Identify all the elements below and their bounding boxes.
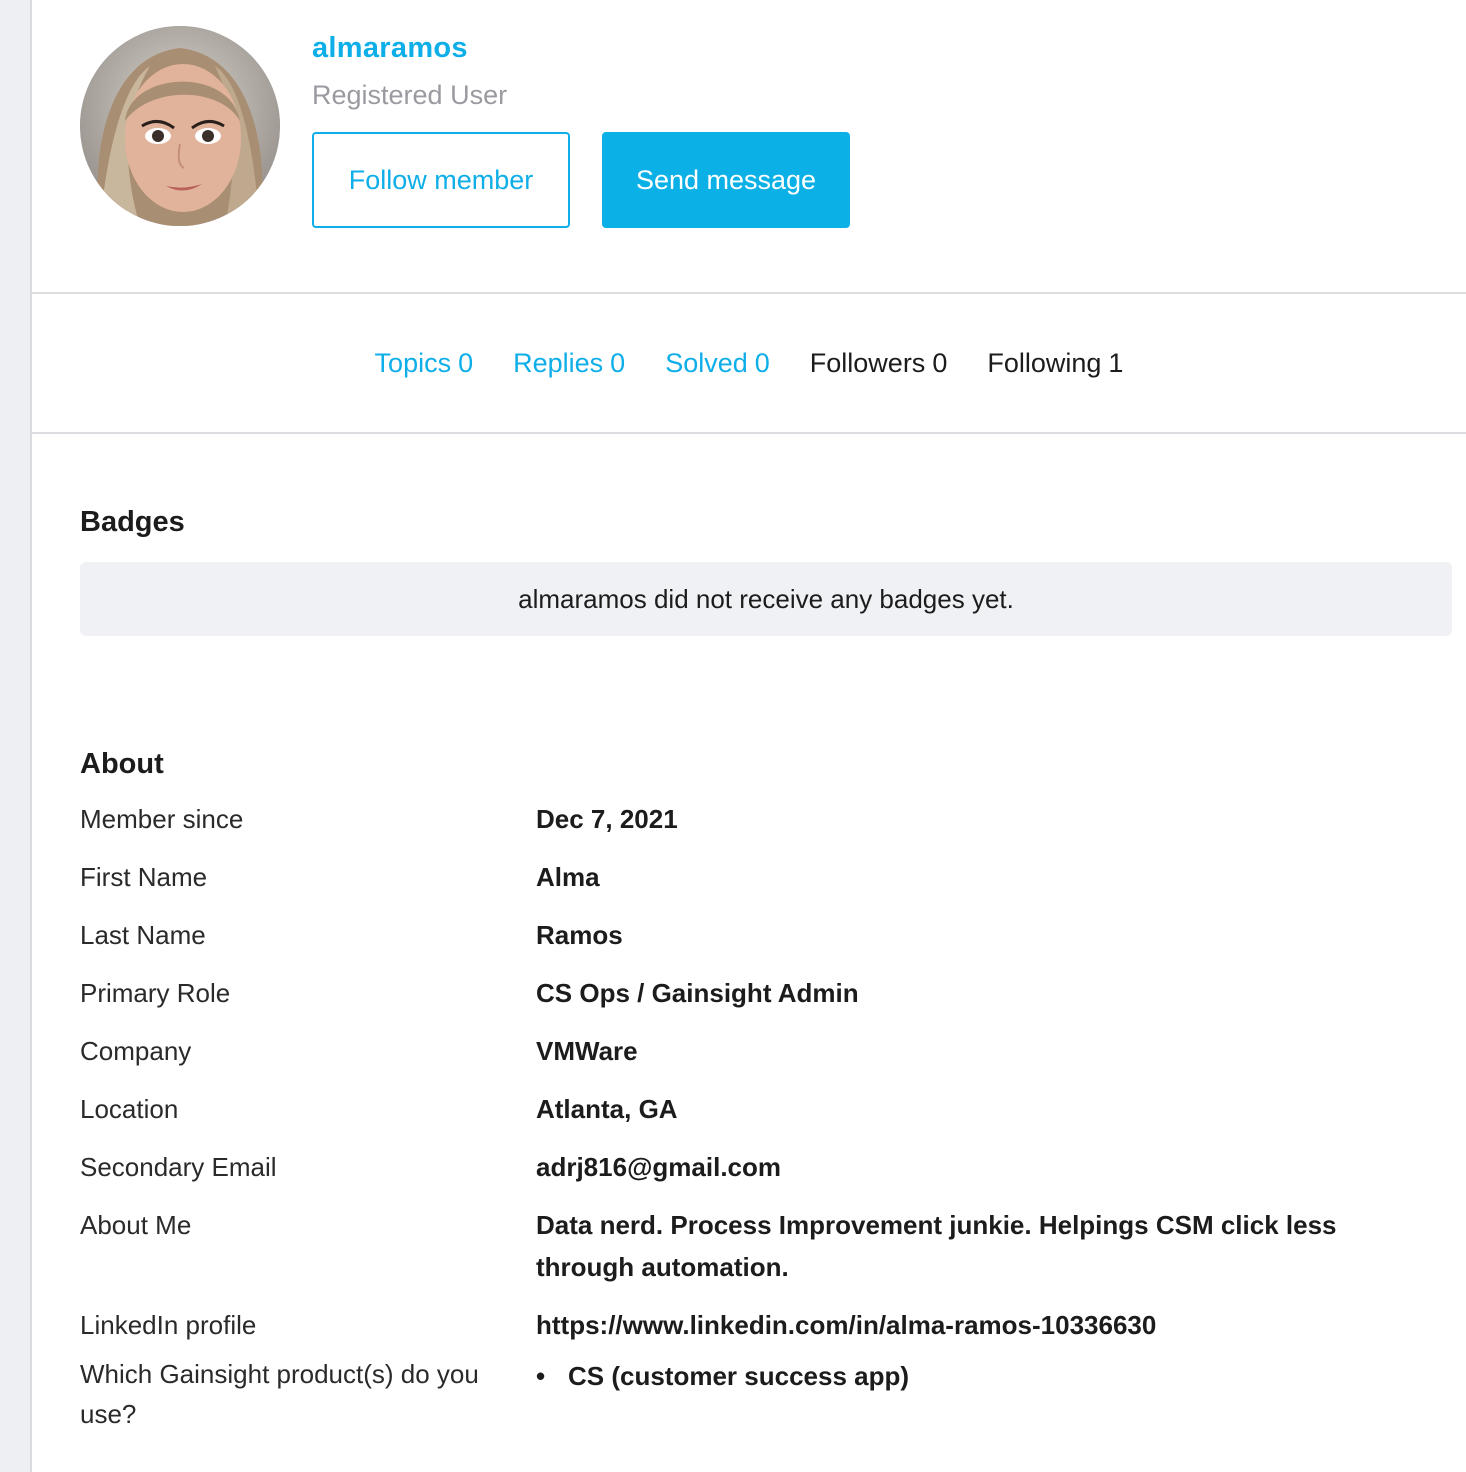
stat-topics[interactable] xyxy=(375,348,474,379)
stat-followers-count: 0 xyxy=(932,347,948,378)
list-item: • CS (customer success app) xyxy=(536,1362,1436,1390)
about-value: Alma xyxy=(536,862,600,892)
badges-empty-panel xyxy=(80,562,1452,636)
stat-topics-count: 0 xyxy=(458,347,474,378)
about-label: Last Name xyxy=(80,920,206,950)
about-value xyxy=(536,1362,1436,1390)
stat-solved-count: 0 xyxy=(754,347,770,378)
stat-replies-count: 0 xyxy=(610,347,626,378)
follow-member-button[interactable]: Follow member xyxy=(312,132,570,228)
about-label: First Name xyxy=(80,862,208,892)
about-label: LinkedIn profile xyxy=(80,1310,257,1340)
about-value: https://www.linkedin.com/in/alma-ramos-10336630 xyxy=(536,1310,1157,1340)
username[interactable]: almaramos xyxy=(312,32,468,64)
user-role: Registered User xyxy=(312,80,508,110)
stat-following-count: 1 xyxy=(1108,347,1124,378)
about-value: CS Ops / Gainsight Admin xyxy=(536,978,859,1008)
stat-replies-label: Replies xyxy=(513,347,604,378)
about-value: Dec 7, 2021 xyxy=(536,804,678,834)
profile-header xyxy=(32,0,1466,294)
about-value: Ramos xyxy=(536,920,623,950)
about-value: VMWare xyxy=(536,1036,638,1066)
stat-followers xyxy=(810,348,948,379)
about-label: Primary Role xyxy=(80,978,231,1008)
about-label: About Me xyxy=(80,1210,192,1240)
stat-replies[interactable] xyxy=(513,348,625,379)
stat-followers-label: Followers xyxy=(809,347,926,378)
stat-following-label: Following xyxy=(987,347,1102,378)
badges-heading: Badges xyxy=(80,506,185,538)
avatar-image xyxy=(80,26,280,226)
stat-topics-label: Topics xyxy=(374,347,452,378)
about-label: Secondary Email xyxy=(80,1152,277,1182)
send-message-button[interactable]: Send message xyxy=(602,132,850,228)
about-label: Location xyxy=(80,1094,179,1124)
profile-stats xyxy=(32,294,1466,434)
stat-solved[interactable] xyxy=(665,348,770,379)
left-rail xyxy=(0,0,32,1472)
about-label: Which Gainsight product(s) do you use? xyxy=(80,1359,479,1429)
badges-empty-message: almaramos did not receive any badges yet. xyxy=(518,583,1014,614)
about-value: Data nerd. Process Improvement junkie. Helpings CSM click less through automation. xyxy=(536,1210,1337,1282)
about-value: Atlanta, GA xyxy=(536,1094,678,1124)
about-value: adrj816@gmail.com xyxy=(536,1152,782,1182)
about-heading: About xyxy=(80,748,164,780)
avatar xyxy=(80,26,280,226)
about-label: Member since xyxy=(80,804,244,834)
about-label: Company xyxy=(80,1036,192,1066)
stat-following xyxy=(987,348,1123,379)
products-list xyxy=(536,1362,1436,1390)
stat-solved-label: Solved xyxy=(665,347,748,378)
